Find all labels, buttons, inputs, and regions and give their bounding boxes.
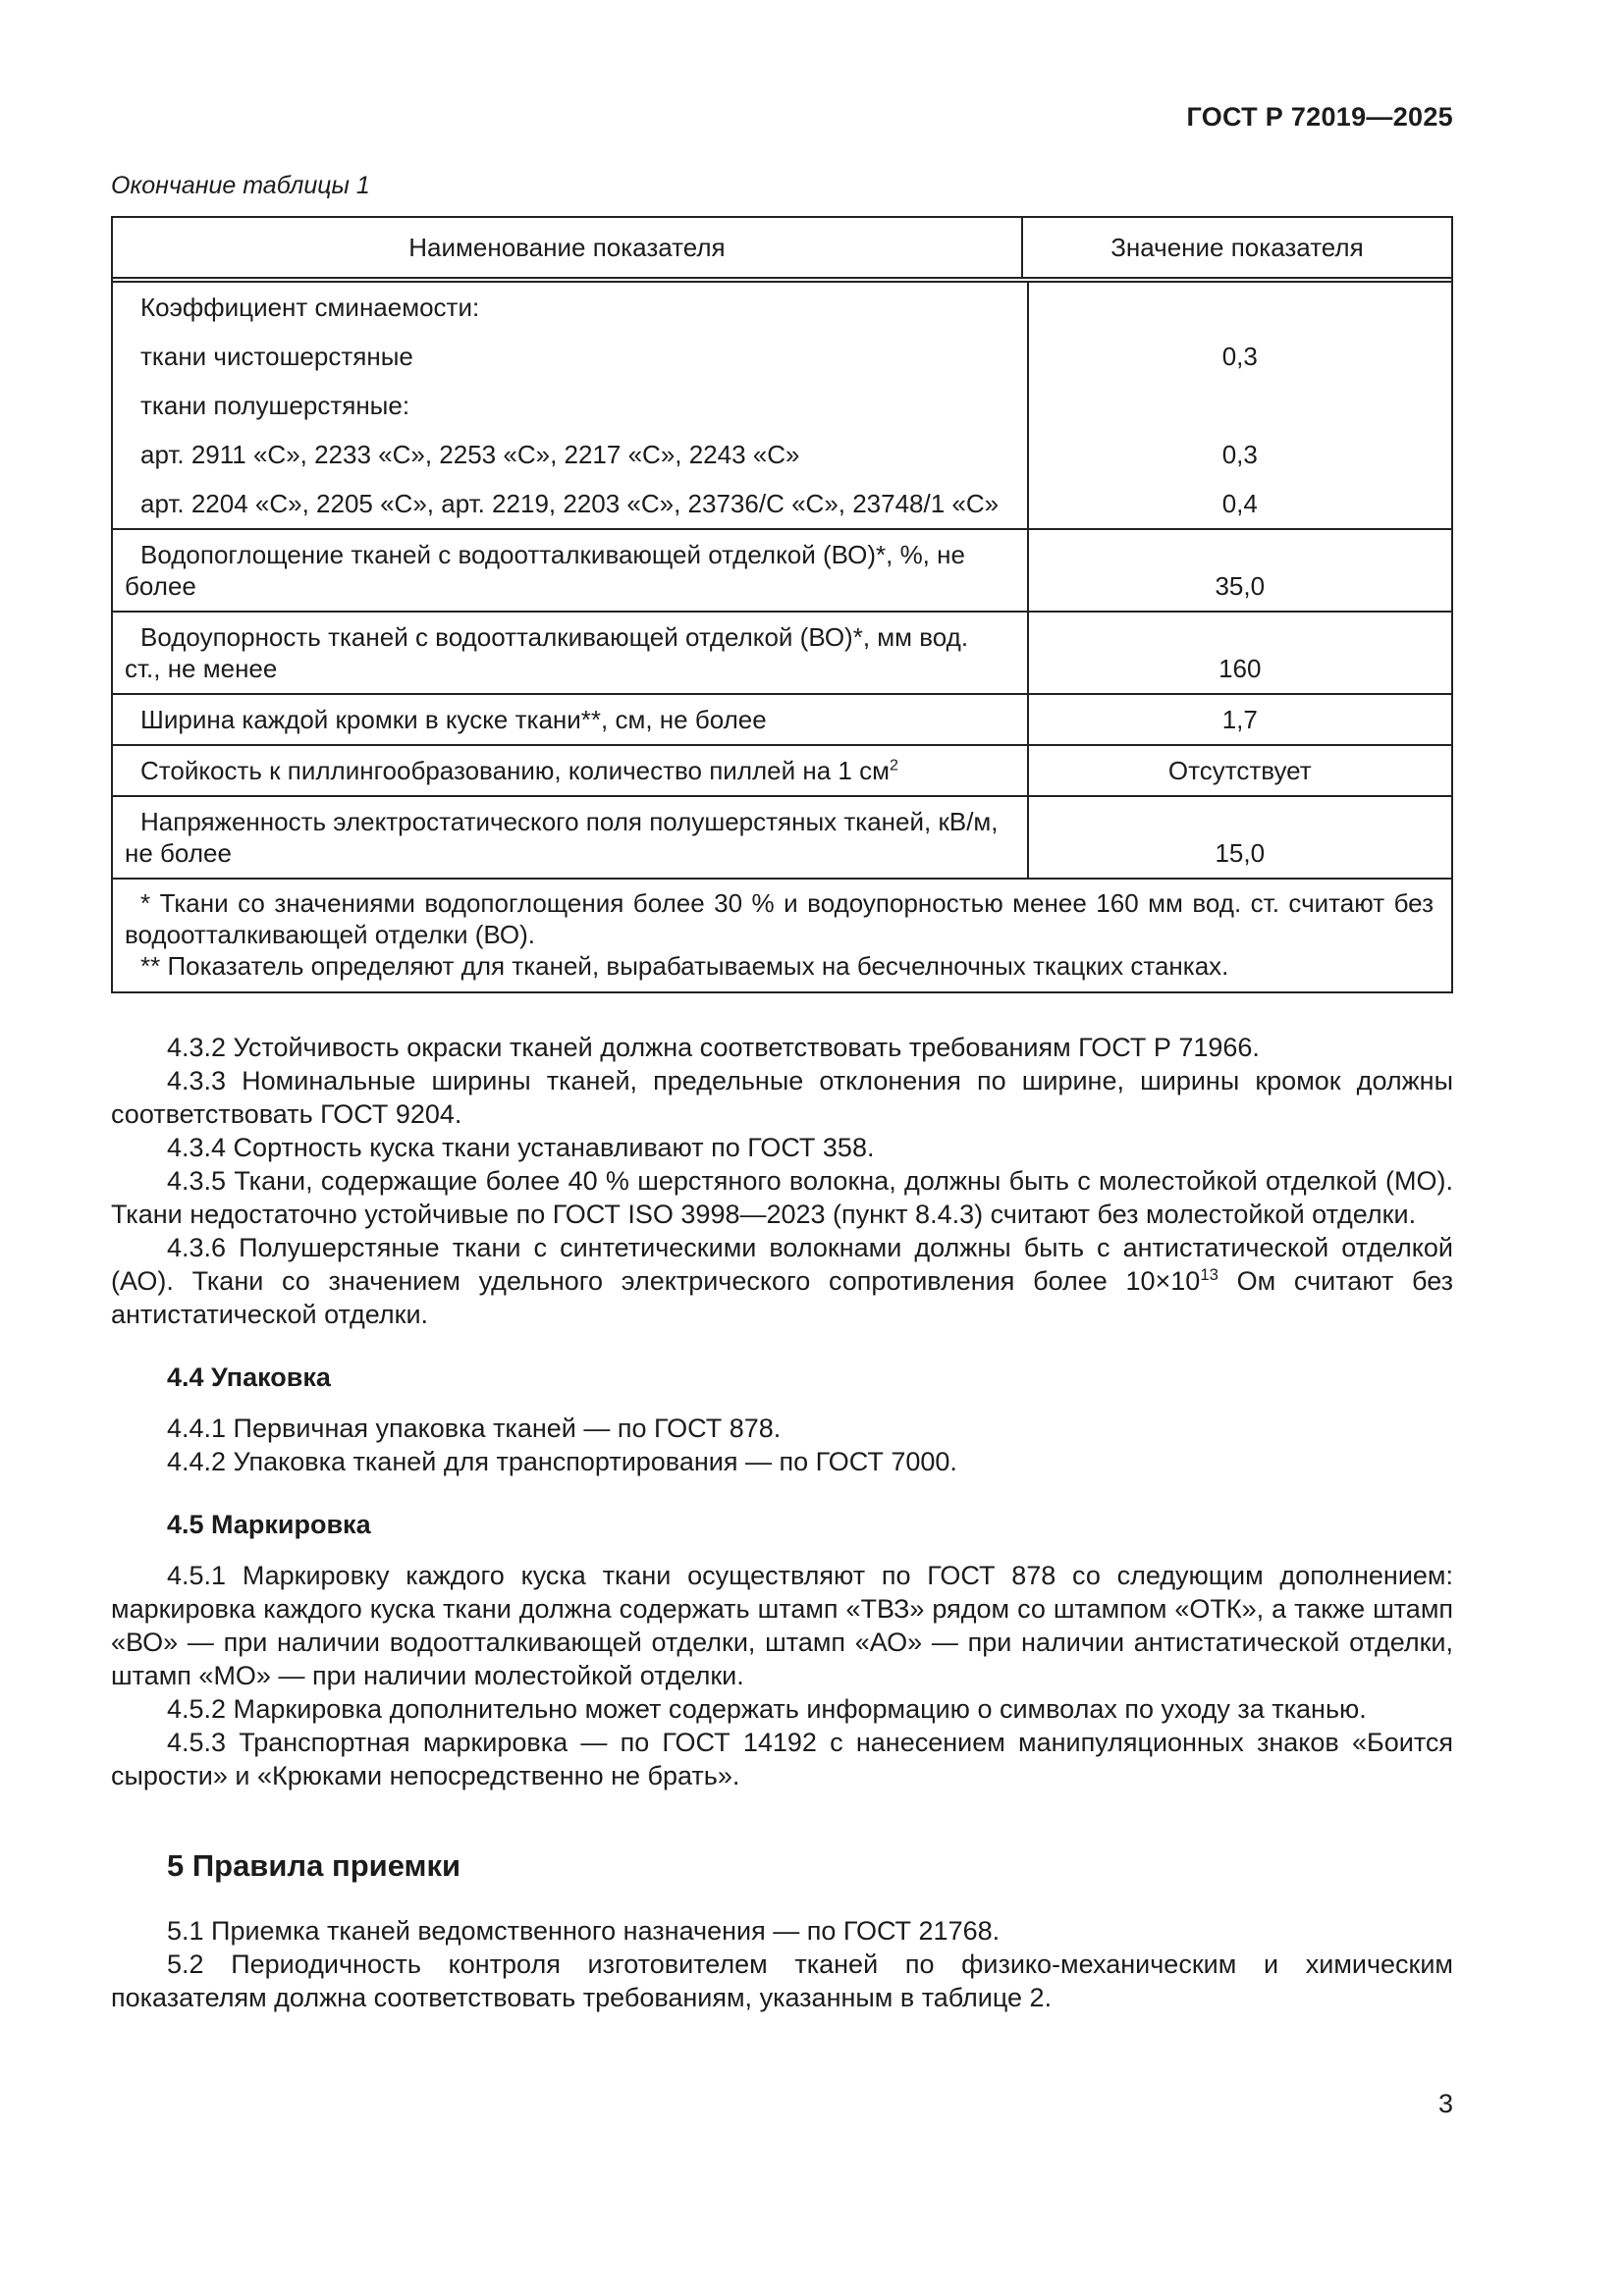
paragraph-4-3-3: 4.3.3 Номинальные ширины тканей, предельные отклонения по ширине, ширины кромок должны соответствовать ГОСТ 9204. (111, 1066, 1453, 1129)
table-cell-parameter: ткани чистошерстяные (113, 332, 1029, 381)
table-row (113, 479, 1451, 528)
footnote-water-absorption: * Ткани со значениями водопоглощения более 30 % и водоупорностью менее 160 мм вод. ст. считают без водоотталкивающей отделки (ВО). (125, 888, 1434, 949)
table-row (113, 795, 1451, 878)
paragraph-4-4-2: 4.4.2 Упаковка тканей для транспортирования — по ГОСТ 7000. (167, 1447, 957, 1476)
page-content (111, 102, 1453, 2014)
document-number: ГОСТ Р 72019—2025 (1186, 102, 1453, 132)
paragraph-5-1: 5.1 Приемка тканей ведомственного назначения — по ГОСТ 21768. (167, 1916, 1001, 1946)
table-cell-parameter: Водопоглощение тканей с водоотталкивающей отделкой (ВО)*, %, не более (113, 530, 1029, 611)
table-row (113, 744, 1451, 795)
superscript-2: 2 (889, 756, 898, 774)
table-cell-value: 0,3 (1221, 342, 1258, 371)
table-cell-value (1029, 381, 1451, 430)
table-cell-parameter (113, 746, 1029, 795)
table-row (113, 611, 1451, 693)
paragraph-4-3-5: 4.3.5 Ткани, содержащие более 40 % шерстяного волокна, должны быть с молестойкой отделкой (МО). Ткани недостаточно устойчивые по ГОСТ ISO 3998—2023 (пункт 8.4.3) считают без молестойкой отделки. (111, 1166, 1453, 1229)
indicators-table (111, 216, 1453, 993)
table-row (113, 693, 1451, 744)
table-cell-value: 160 (1218, 654, 1262, 683)
table-row (113, 528, 1451, 611)
paragraph-4-4-1: 4.4.1 Первичная упаковка тканей — по ГОСТ 878. (167, 1414, 782, 1443)
paragraph-4-5-1: 4.5.1 Маркировку каждого куска ткани осуществляют по ГОСТ 878 со следующим дополнением: маркировка каждого куска ткани должна содержать штамп «ТВЗ» рядом со штампом «ОТК», а также штамп «ВО» — при наличии водоотталкивающей отделки, штамп «АО» — при наличии антистатической отделки, штамп «МО» — при наличии молестойкой отделки. (111, 1561, 1453, 1690)
paragraph-4-3-6 (111, 1231, 1453, 1331)
superscript-13: 13 (1200, 1265, 1218, 1284)
table-cell-text: Стойкость к пиллингообразованию, количество пиллей на 1 см (140, 756, 890, 785)
column-header-parameter: Наименование показателя (113, 218, 1023, 277)
table-cell-parameter: Ширина каждой кромки в куске ткани**, см, не более (113, 695, 1029, 744)
table-cell-value (1029, 283, 1451, 332)
table-row (113, 283, 1451, 332)
paragraph-text: 4.3.6 Полушерстяные ткани с синтетическими волокнами должны быть с антистатической отделкой (АО). Ткани со значением удельного электрического сопротивления более 10×10 (111, 1233, 1453, 1296)
table-caption: Окончание таблицы 1 (111, 172, 370, 199)
heading-5-acceptance-rules: 5 Правила приемки (167, 1848, 461, 1883)
page-number: 3 (1437, 2089, 1453, 2118)
paragraph-4-3-2: 4.3.2 Устойчивость окраски тканей должна соответствовать требованиям ГОСТ Р 71966. (167, 1033, 1260, 1062)
table-cell-parameter: арт. 2911 «С», 2233 «С», 2253 «С», 2217 «С», 2243 «С» (113, 430, 1029, 479)
table-row (113, 332, 1451, 381)
paragraph-4-5-2: 4.5.2 Маркировка дополнительно может содержать информацию о символах по уходу за тканью. (167, 1694, 1367, 1724)
paragraph-5-2: 5.2 Периодичность контроля изготовителем тканей по физико-механическим и химическим показателям должна соответствовать требованиям, указанным в таблице 2. (111, 1949, 1453, 2012)
table-cell-value: 1,7 (1221, 705, 1258, 734)
table-cell-value: 0,3 (1221, 440, 1258, 469)
footnote-shuttleless-looms: ** Показатель определяют для тканей, вырабатываемых на бесчелночных ткацких станках. (140, 951, 1229, 981)
heading-4-4-packaging: 4.4 Упаковка (167, 1362, 331, 1392)
table-cell-parameter: ткани полушерстяные: (113, 381, 1029, 430)
table-row (113, 430, 1451, 479)
table-cell-value: Отсутствует (1167, 756, 1312, 785)
document-body (111, 1031, 1453, 2014)
paragraph-text: Ом считают без антистатической отделки. (111, 1266, 1453, 1329)
table-cell-parameter: Водоупорность тканей с водоотталкивающей отделкой (ВО)*, мм вод. ст., не менее (113, 613, 1029, 693)
table-cell-value: 35,0 (1215, 571, 1266, 601)
paragraph-4-3-4: 4.3.4 Сортность куска ткани устанавливают по ГОСТ 358. (167, 1133, 875, 1162)
table-cell-parameter: арт. 2204 «С», 2205 «С», арт. 2219, 2203 «С», 23736/С «С», 23748/1 «С» (113, 479, 1029, 528)
table-cell-value: 15,0 (1215, 838, 1266, 868)
heading-4-5-marking: 4.5 Маркировка (167, 1510, 371, 1539)
paragraph-4-5-3: 4.5.3 Транспортная маркировка — по ГОСТ 14192 с нанесением манипуляционных знаков «Боится сырости» и «Крюками непосредственно не брать». (111, 1728, 1453, 1790)
table-footnotes (113, 880, 1451, 991)
table-footnote-row (113, 878, 1451, 991)
table-cell-parameter: Коэффициент сминаемости: (113, 283, 1029, 332)
table-row (113, 381, 1451, 430)
table-header-row (113, 218, 1451, 283)
table-cell-parameter: Напряженность электростатического поля полушерстяных тканей, кВ/м, не более (113, 797, 1029, 878)
column-header-value: Значение показателя (1110, 233, 1364, 262)
table-cell-value: 0,4 (1221, 489, 1258, 518)
